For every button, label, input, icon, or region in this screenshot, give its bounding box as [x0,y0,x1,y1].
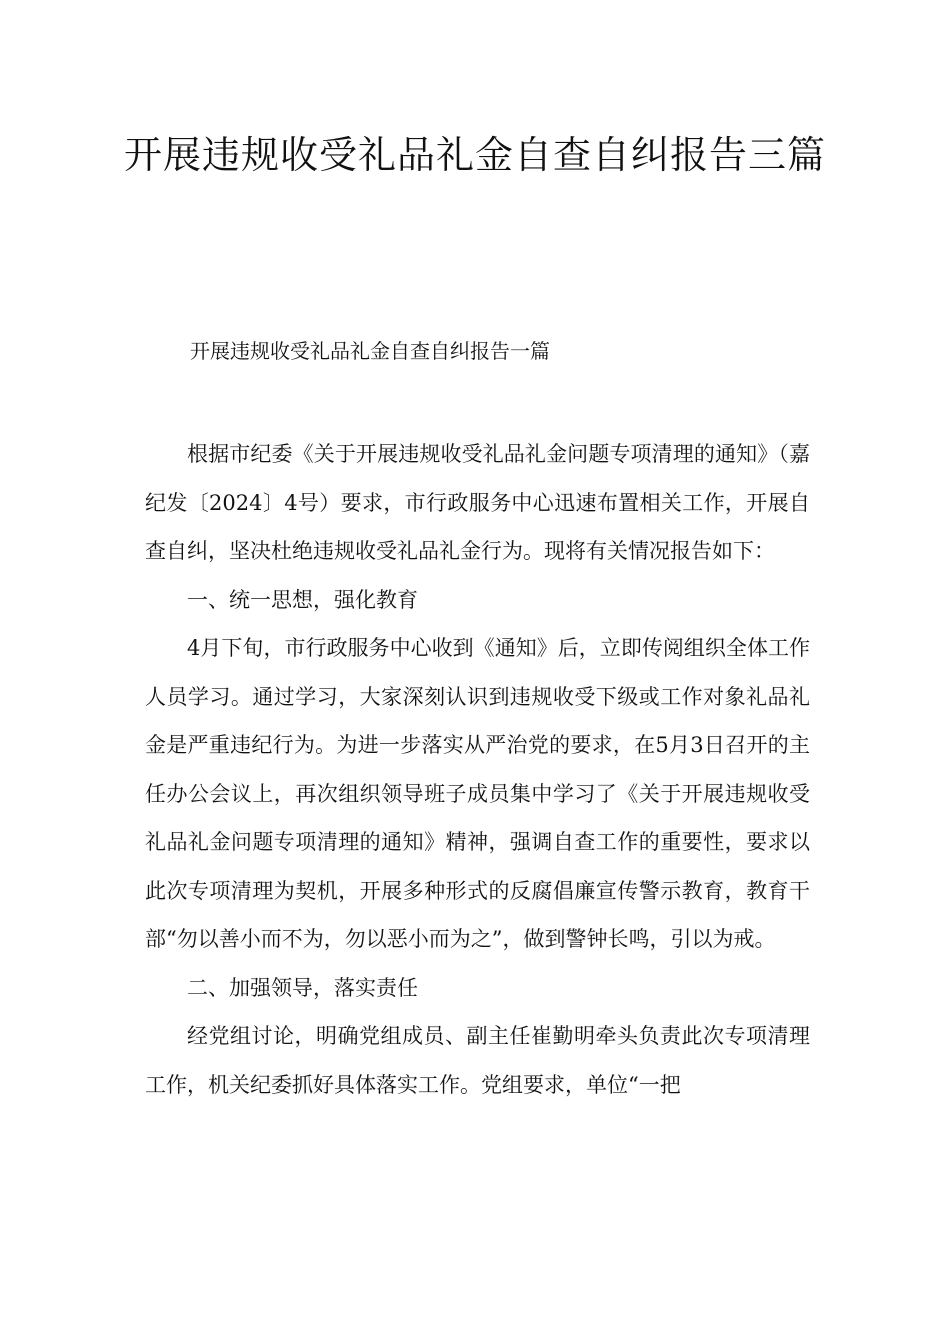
document-title: 开展违规收受礼品礼金自查自纠报告三篇 [123,133,826,177]
body-paragraph-leadership: 经党组讨论，明确党组成员、副主任崔勤明牵头负责此次专项清理工作，机关纪委抓好具体落实工作。党组要求，单位“一把 [145,1024,810,1097]
body-paragraph-education: 4月下旬，市行政服务中心收到《通知》后，立即传阅组织全体工作人员学习。通过学习，大家深刻认识到违规收受下级或工作对象礼品礼金是严重违纪行为。为进一步落实从严治党的要求，在5月3日召开的主任办公会议上，再次组织领导班子成员集中学习了《关于开展违规收受礼品礼金问题专项清理的通知》精神，强调自查工作的重要性，要求以此次专项清理为契机，开展多种形式的反腐倡廉宣传警示教育，教育干部“勿以善小而不为，勿以恶小而为之”，做到警钟长鸣，引以为戒。 [145,636,810,951]
section-heading-2: 二、加强领导，落实责任 [187,975,418,1000]
body-paragraph-intro: 根据市纪委《关于开展违规收受礼品礼金问题专项清理的通知》（嘉纪发〔2024〕4号）要求，市行政服务中心迅速布置相关工作，开展自查自纠，坚决杜绝违规收受礼品礼金行为。现将有关情况报告如下： [145,442,810,563]
section-heading-1: 一、统一思想，强化教育 [187,587,418,612]
document-subtitle: 开展违规收受礼品礼金自查自纠报告一篇 [190,339,550,363]
document-body [145,430,810,1109]
